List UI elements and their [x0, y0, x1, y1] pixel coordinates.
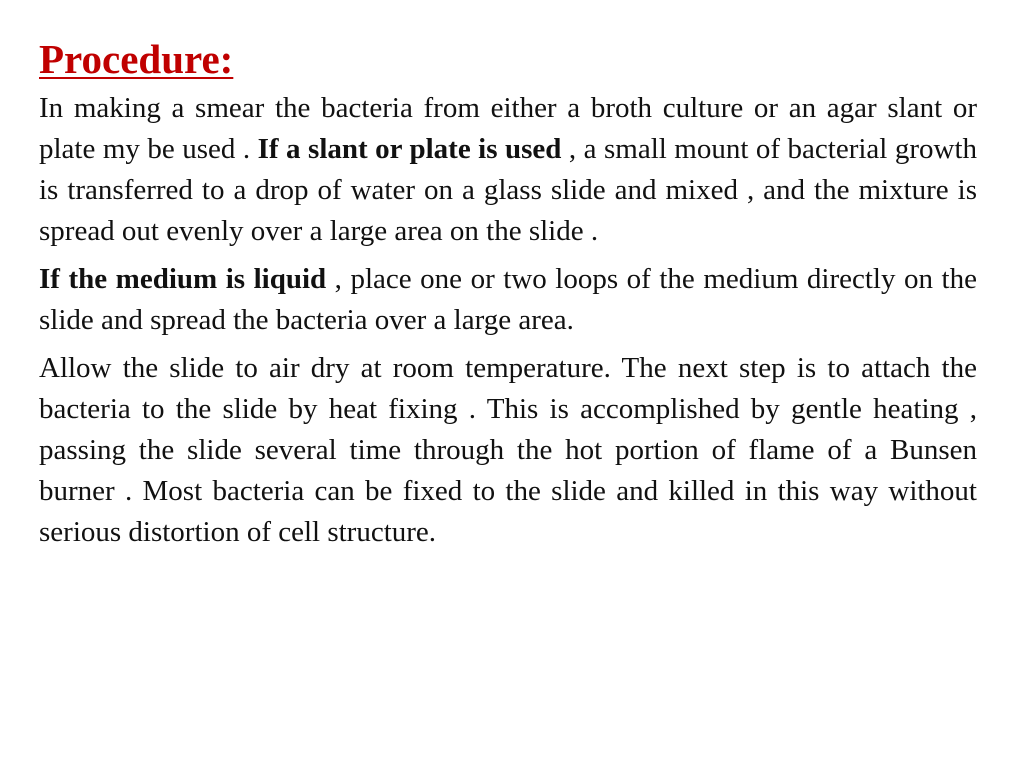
paragraph-liquid-medium — [39, 259, 977, 341]
paragraph-text: Allow the slide to air dry at room temperature. The next step is to attach the bacteria to the slide by heat fixing . This is accomplished by gentle heating , passing the slide several time through the hot portion of flame of a Bunsen burner . Most bacteria can be fixed to the slide and killed in this way without serious distortion of cell structure. — [39, 352, 977, 548]
paragraph-text: In making a smear the bacteria from either a broth culture or an agar slant or plate my be used . — [39, 92, 977, 165]
paragraph-heat-fixing — [39, 348, 977, 553]
paragraph-text: , a small mount of bacterial growth is transferred to a drop of water on a glass slide and mixed , and the mixture is spread out evenly over a large area on the slide . — [39, 133, 978, 247]
slide-title: Procedure: — [39, 36, 234, 82]
paragraph-text: , place one or two loops of the medium directly on the slide and spread the bacteria over a large area. — [39, 263, 977, 336]
paragraph-bold-phrase: If a slant or plate is used — [257, 133, 562, 165]
paragraph-bold-phrase: If the medium is liquid — [39, 263, 327, 295]
paragraph-smear-from-slant — [39, 88, 977, 252]
